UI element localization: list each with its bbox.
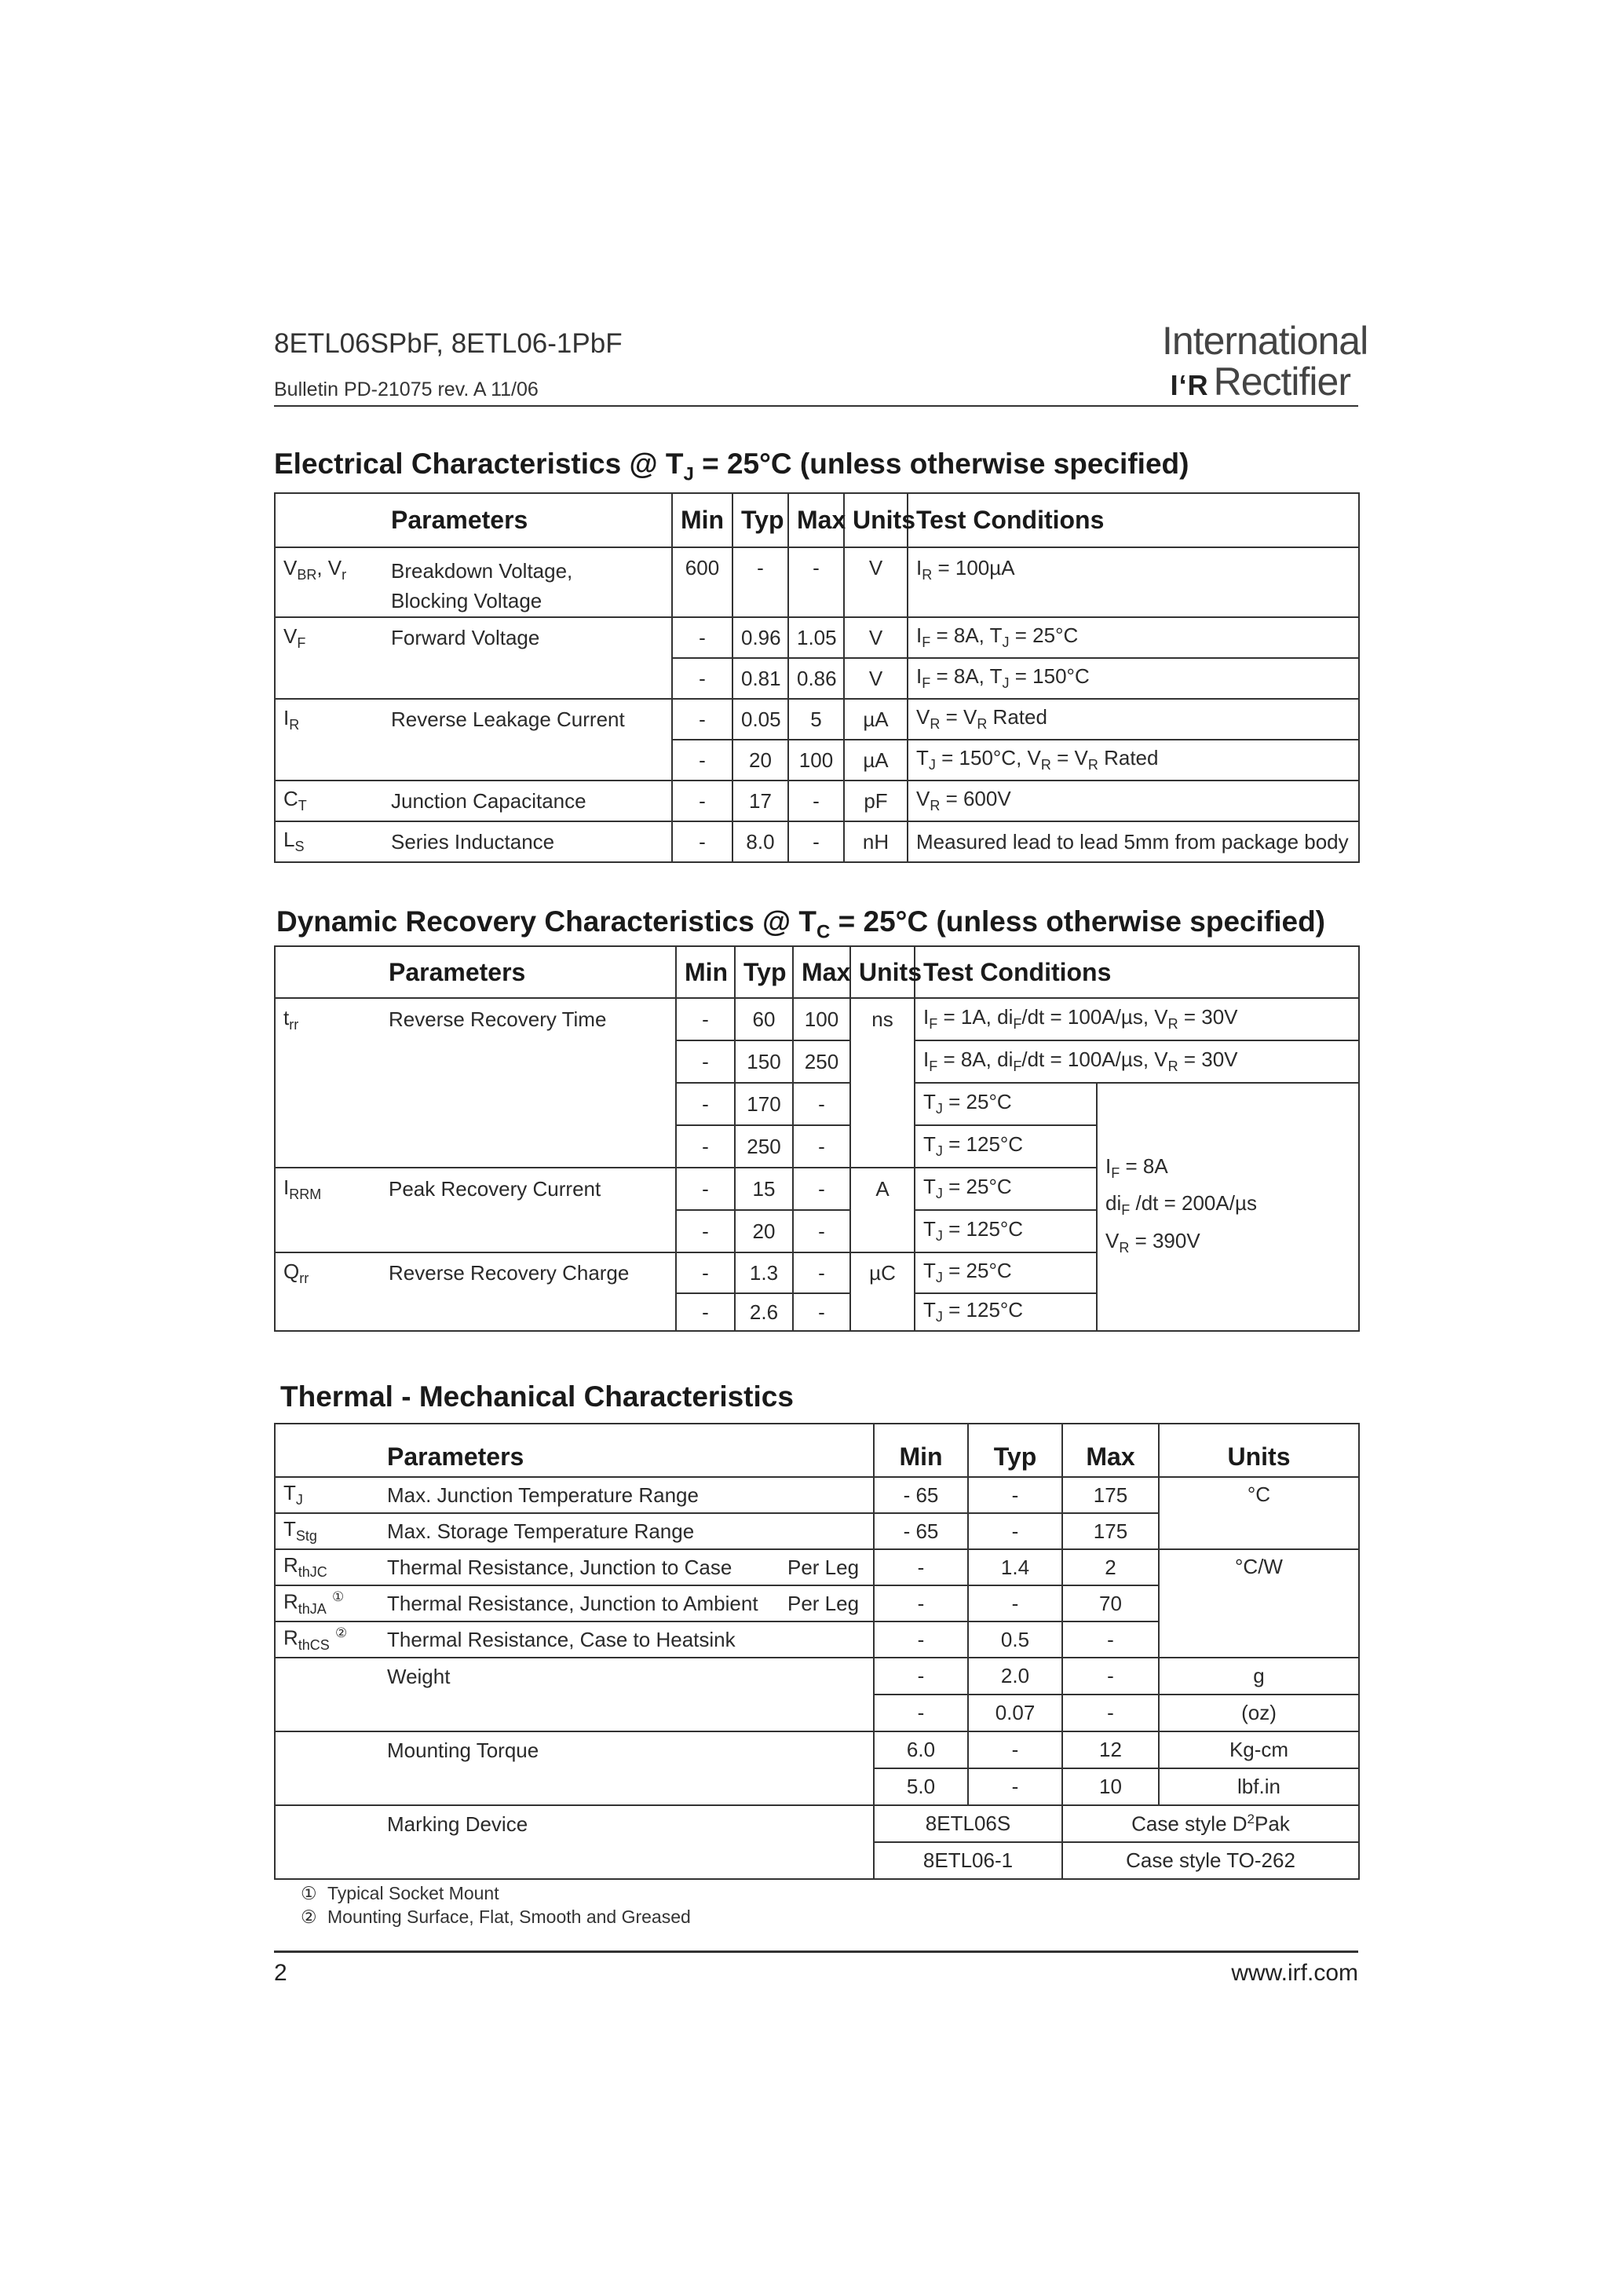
logo-rectifier: Rectifier (1213, 360, 1350, 404)
table-row: - 150 250 $I_F = 8A$, $di_F/dt = 100A/\mu s$, $V_R = 30V$ (275, 1040, 1359, 1083)
col-parameters: Parameters (381, 946, 676, 998)
logo-line1: International (1162, 319, 1368, 363)
footnote-2: ② Mounting Surface, Flat, Smooth and Greased (301, 1907, 691, 1927)
company-logo (1162, 318, 1368, 404)
footnote-1: ① Typical Socket Mount (301, 1883, 499, 1903)
col-units: Units (850, 946, 915, 998)
table-row: - 250 - $T_J = 125^\circ C$ (275, 1125, 1359, 1168)
common-conditions: $I_F = 8A$ $di_F$ /dt = 200A/µs $V_R = 390V$ (1097, 1083, 1359, 1331)
table-row: Marking Device 8ETL06S Case style $D^2Pak$ (275, 1805, 1359, 1842)
table-row: Weight - 2.0 - g (275, 1658, 1359, 1695)
col-min: Min (672, 493, 732, 547)
col-parameters: Parameters (379, 1424, 874, 1477)
dynamic-table (274, 945, 1360, 1332)
logo-ior: I‘R (1170, 369, 1209, 401)
thermal-title: Thermal - Mechanical Characteristics (280, 1380, 794, 1413)
table-row: - 20 - $T_J = 125^\circ C$ (275, 1210, 1359, 1252)
table-row: $Q_{rr}$ Reverse Recovery Charge - 1.3 - µC $T_J = 25^\circ C$ (275, 1252, 1359, 1293)
table-row: $V_F$ Forward Voltage - 0.96 1.05 V $I_F = 8A$, $T_J = 25^\circ C$ (275, 617, 1359, 658)
col-parameters: Parameters (383, 493, 672, 547)
table-row: - 0.81 0.86 V $I_F = 8A$, $T_J = 150^\circ C$ (275, 658, 1359, 699)
table-header-row (275, 493, 1359, 547)
col-typ: Typ (968, 1424, 1062, 1477)
table-row: $R_{thJC}$ Thermal Resistance, Junction to Case Per Leg - 1.4 2 °C/W (275, 1549, 1359, 1585)
col-max: Max (788, 493, 844, 547)
website-link[interactable]: www.irf.com (1231, 1960, 1358, 1986)
table-row: $I_{RRM}$ Peak Recovery Current - 15 - A $T_J = 25^\circ C$ (275, 1168, 1359, 1210)
table-row: $I_R$ Reverse Leakage Current - 0.05 5 µA $V_R = V_R$ Rated (275, 699, 1359, 740)
col-min: Min (874, 1424, 968, 1477)
footnotes (301, 1881, 691, 1929)
table-row: $T_{Stg}$ Max. Storage Temperature Range - 65 - 175 (275, 1513, 1359, 1549)
col-typ: Typ (735, 946, 793, 998)
table-row: $t_{rr}$ Reverse Recovery Time - 60 100 ns $I_F = 1A$, $di_F/dt = 100A/\mu s$, $V_R = 30V$ (275, 998, 1359, 1040)
col-test-conditions: Test Conditions (908, 493, 1359, 547)
logo-line2 (1162, 359, 1350, 404)
col-max: Max (1062, 1424, 1159, 1477)
table-row: 5.0 - 10 lbf.in (275, 1768, 1359, 1805)
dynamic-title: Dynamic Recovery Characteristics @ $T_C = 25^\circ C$ (unless otherwise specified) (276, 905, 1326, 943)
footer-divider (274, 1951, 1358, 1953)
table-row: - 0.07 - (oz) (275, 1695, 1359, 1731)
table-header-row (275, 1424, 1359, 1477)
electrical-title: Electrical Characteristics @ $T_J = 25^\circ C$ (unless otherwise specified) (274, 448, 1189, 485)
col-max: Max (793, 946, 850, 998)
table-header-row (275, 946, 1359, 998)
table-row: $T_J$ Max. Junction Temperature Range - 65 - 175 °C (275, 1477, 1359, 1513)
table-row: Mounting Torque 6.0 - 12 Kg-cm (275, 1731, 1359, 1768)
bulletin-info: Bulletin PD-21075 rev. A 11/06 (274, 378, 539, 400)
electrical-table (274, 492, 1360, 863)
header-divider (274, 405, 1358, 407)
table-row: $V_{BR}$, $V_r$ Breakdown Voltage, Blocking Voltage 600 - - V $I_R = 100\mu A$ (275, 547, 1359, 617)
col-units: Units (844, 493, 908, 547)
page-number: 2 (274, 1960, 287, 1986)
col-test-conditions: Test Conditions (915, 946, 1359, 998)
part-numbers: 8ETL06SPbF, 8ETL06-1PbF (274, 328, 623, 359)
table-row: 8ETL06-1 Case style TO-262 (275, 1842, 1359, 1879)
col-min: Min (676, 946, 735, 998)
table-row: $C_T$ Junction Capacitance - 17 - pF $V_R = 600V$ (275, 781, 1359, 821)
col-typ: Typ (732, 493, 788, 547)
table-row: $R_{thCS}$ ② Thermal Resistance, Case to Heatsink - 0.5 - (275, 1621, 1359, 1658)
thermal-table (274, 1423, 1360, 1880)
table-row: - 170 - $T_J = 25^\circ C$ $I_F = 8A$ $di_F$ /dt = 200A/µs $V_R = 390V$ (275, 1083, 1359, 1125)
table-row: - 2.6 - $T_J = 125^\circ C$ (275, 1293, 1359, 1331)
table-row: - 20 100 µA $T_J = 150^\circ C$, $V_R = V_R$ Rated (275, 740, 1359, 781)
table-row: $R_{thJA}$ ① Thermal Resistance, Junction to Ambient Per Leg - - 70 (275, 1585, 1359, 1621)
col-units: Units (1159, 1424, 1359, 1477)
table-row: $L_S$ Series Inductance - 8.0 - nH Measured lead to lead 5mm from package body (275, 821, 1359, 862)
